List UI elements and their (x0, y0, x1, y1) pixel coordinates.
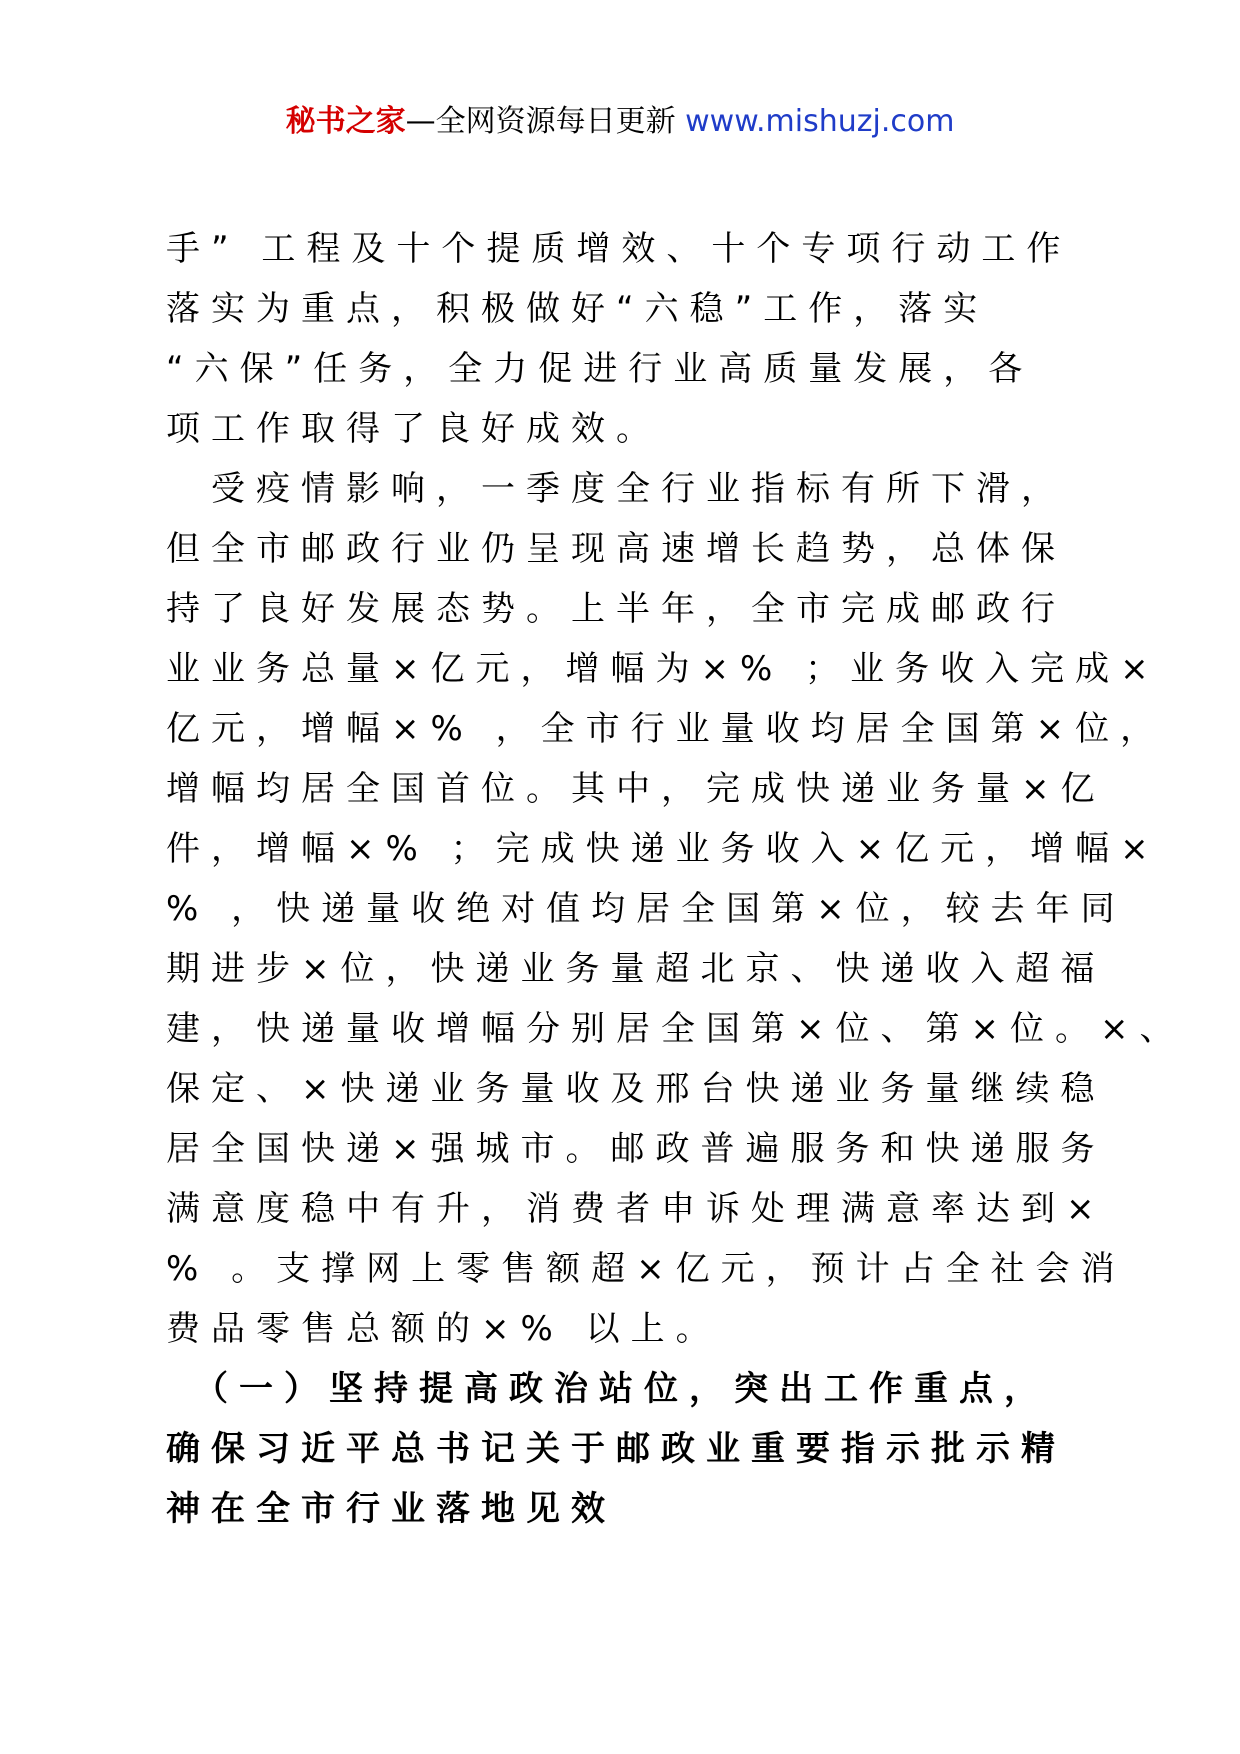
text-line: 但全市邮政行业仍呈现高速增长趋势，总体保 (166, 529, 1066, 569)
document-body (166, 219, 1185, 1539)
text-line: 业业务总量×亿元，增幅为×% ；业务收入完成× (166, 649, 1160, 689)
brand-name: 秘书之家 (285, 104, 406, 139)
text-line: 落实为重点，积极做好“六稳”工作，落实 (166, 289, 989, 329)
text-line: 持了良好发展态势。上半年，全市完成邮政行 (166, 589, 1066, 629)
text-line: 亿元，增幅×% ，全市行业量收均居全国第×位， (166, 709, 1166, 749)
site-url-link[interactable]: www.mishuzj.com (685, 104, 955, 139)
text-line: 件，增幅×% ；完成快递业务收入×亿元，增幅× (166, 829, 1160, 869)
text-line: 满意度稳中有升，消费者申诉处理满意率达到× (166, 1189, 1106, 1229)
text-line: % ，快递量收绝对值均居全国第×位，较去年同 (166, 889, 1126, 929)
text-line: 居全国快递×强城市。邮政普遍服务和快递服务 (166, 1129, 1106, 1169)
text-line: 受疫情影响，一季度全行业指标有所下滑， (166, 469, 1066, 509)
text-line: 增幅均居全国首位。其中，完成快递业务量×亿 (166, 769, 1106, 809)
section-heading-line: 神在全市行业落地见效 (166, 1489, 616, 1529)
text-line: 费品零售总额的×% 以上。 (166, 1309, 721, 1349)
banner-tagline: —全网资源每日更新 (405, 104, 686, 139)
section-heading-line: 确保习近平总书记关于邮政业重要指示批示精 (166, 1429, 1066, 1469)
text-line: “六保”任务，全力促进行业高质量发展，各 (166, 349, 1034, 389)
text-line: 期进步×位，快递业务量超北京、快递收入超福 (166, 949, 1106, 989)
site-banner (0, 100, 1240, 144)
text-line: 项工作取得了良好成效。 (166, 409, 661, 449)
text-line: 保定、×快递业务量收及邢台快递业务量继续稳 (166, 1069, 1106, 1109)
text-line: 建，快递量收增幅分别居全国第×位、第×位。×、 (166, 1009, 1185, 1049)
text-line: 手” 工程及十个提质增效、十个专项行动工作 (166, 229, 1072, 269)
text-line: % 。支撑网上零售额超×亿元，预计占全社会消 (166, 1249, 1126, 1289)
section-heading-line: （一）坚持提高政治站位，突出工作重点， (166, 1369, 1049, 1409)
